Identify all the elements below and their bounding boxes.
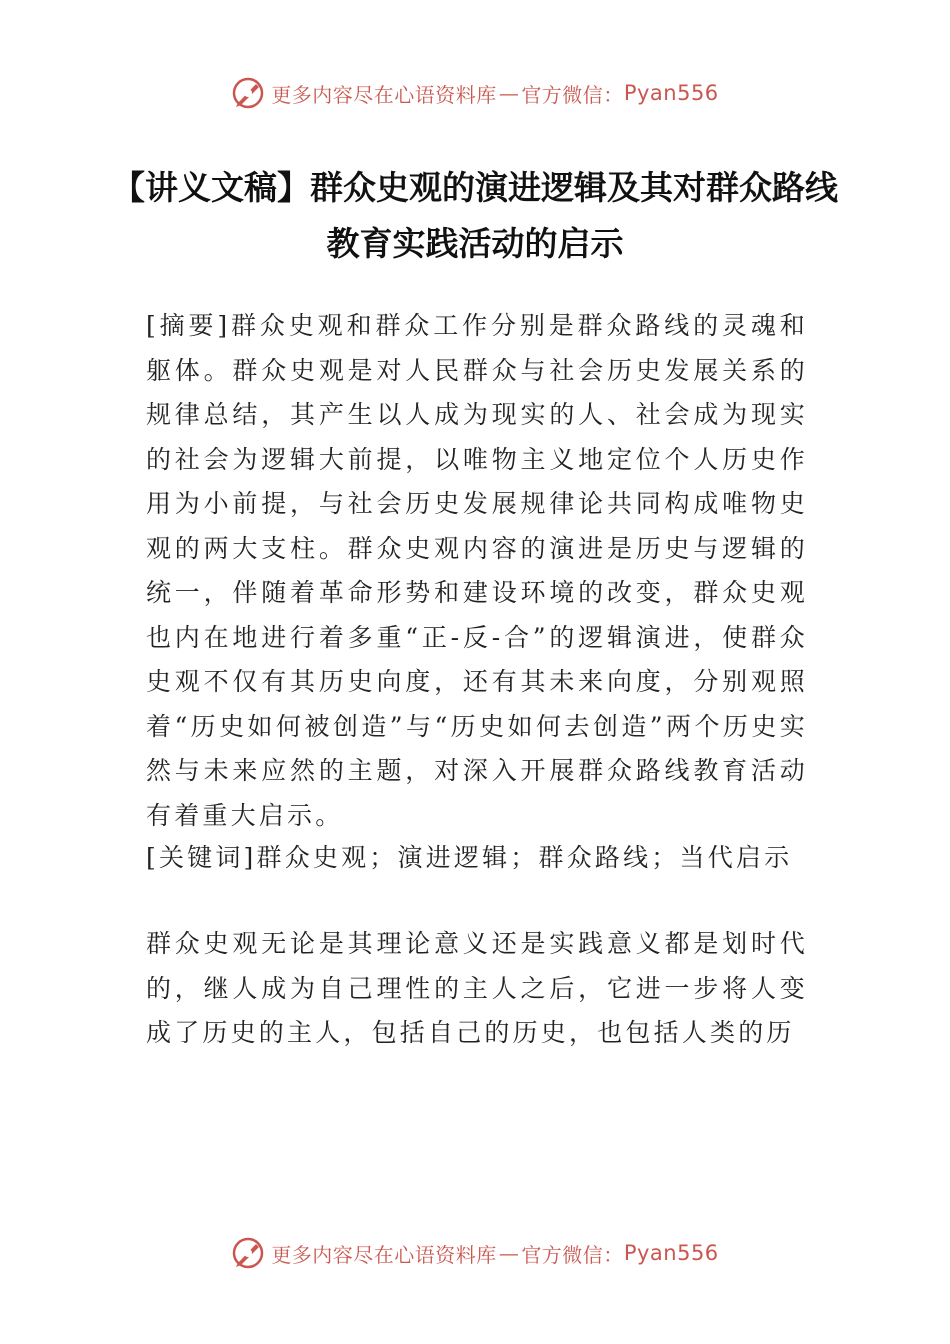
keywords-section [146,836,808,881]
abstract-section [146,304,808,838]
watermark-text: 更多内容尽在心语资料库 [271,1242,497,1267]
watermark-wechat-id: Pyan556 [623,81,719,105]
watermark-separator: — [498,1241,520,1265]
watermark-wechat-id: Pyan556 [623,1241,719,1265]
watermark-separator: — [498,81,520,105]
abstract-text: [摘要]群众史观和群众工作分别是群众路线的灵魂和躯体。群众史观是对人民群众与社会历史发展关系的规律总结，其产生以人成为现实的人、社会成为现实的社会为逻辑大前提，以唯物主义地定位个人历史作用为小前提，与社会历史发展规律论共同构成唯物史观的两大支柱。群众史观内容的演进是历史与逻辑的统一，伴随着革命形势和建设环境的改变，群众史观也内在地进行着多重“正-反-合”的逻辑演进，使群众史观不仅有其历史向度，还有其未来向度，分别观照着“历史如何被创造”与“历史如何去创造”两个历史实然与未来应然的主题，对深入开展群众路线教育活动有着重大启示。 [146,311,808,830]
body-paragraph: 群众史观无论是其理论意义还是实践意义都是划时代的，继人成为自己理性的主人之后，它进一步将人变成了历史的主人，包括自己的历史，也包括人类的历 [146,929,808,1047]
watermark-label: 官方微信： [521,1242,624,1267]
watermark-label: 官方微信： [521,82,624,107]
document-title: 【讲义文稿】群众史观的演进逻辑及其对群众路线教育实践活动的启示 [112,168,838,263]
watermark-footer [0,1233,950,1273]
body-section [146,922,808,1056]
keywords-text: [关键词]群众史观；演进逻辑；群众路线；当代启示 [146,843,793,872]
pen-logo-icon [231,76,265,110]
pen-logo-icon [231,1236,265,1270]
watermark-header [0,73,950,113]
watermark-text: 更多内容尽在心语资料库 [271,82,497,107]
